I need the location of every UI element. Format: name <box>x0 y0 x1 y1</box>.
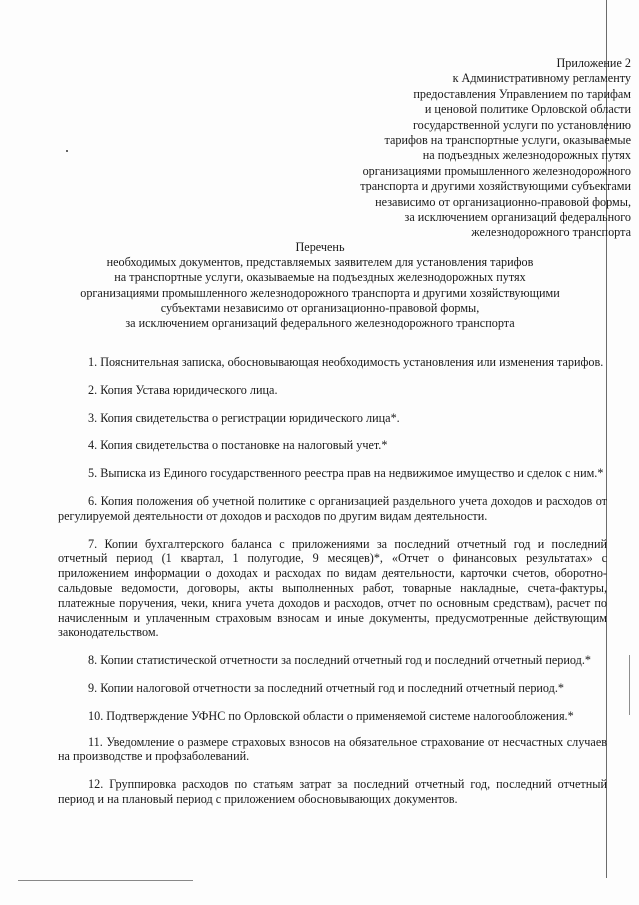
appendix-line: Приложение 2 <box>556 56 631 70</box>
title-line: на транспортные услуги, оказываемые на подъездных железнодорожных путях <box>114 270 526 285</box>
appendix-line: организациями промышленного железнодорожного <box>362 163 631 178</box>
footnote-separator <box>18 880 193 881</box>
appendix-line: и ценовой политике Орловской области <box>424 102 631 117</box>
appendix-line: транспорта и другими хозяйствующими субъектами <box>360 179 631 194</box>
appendix-line: на подъездных железнодорожных путях <box>422 148 631 163</box>
list-item: 7. Копии бухгалтерского баланса с приложениями за последний отчетный год и последний отчетный период (1 квартал, 1 полугодие, 9 месяцев)*, «Отчет о финансовых результатах» с приложением информации о доходах и расходах по видам деятельности, карточки счетов, оборотно-сальдовые ведомости, договоры, акты выполненных работ, товарные накладные, счета-фактуры, платежные поручения, чеки, книга учета доходов и расходов, отчет по основным средствам), расчет по начисленным и уплаченным страховым взносам и иные документы, предусмотренные действующим законодательством. <box>58 536 607 640</box>
list-item: 9. Копии налоговой отчетности за последний отчетный год и последний отчетный период.* <box>88 680 565 695</box>
list-item: 1. Пояснительная записка, обосновывающая необходимость установления или изменения тарифов. <box>88 355 604 369</box>
list-item: 8. Копии статистической отчетности за последний отчетный год и последний отчетный период.* <box>88 653 591 668</box>
list-item: 2. Копия Устава юридического лица. <box>88 382 278 397</box>
list-item: 12. Группировка расходов по статьям затрат за последний отчетный год, последний отчетный период и на плановый период с приложением обосновывающих документов. <box>58 777 607 806</box>
title-line: за исключением организаций федерального железнодорожного транспорта <box>125 316 515 331</box>
title-line: необходимых документов, представляемых заявителем для установления тарифов <box>106 255 534 270</box>
appendix-line: государственной услуги по установлению <box>412 117 631 132</box>
title-line: субъектами независимо от организационно-правовой формы, <box>160 300 480 315</box>
title-line: организациями промышленного железнодорожного транспорта и другими хозяйствующими <box>80 285 560 300</box>
title-heading: Перечень <box>295 240 345 254</box>
document-title <box>40 240 600 331</box>
appendix-line: к Административному регламенту <box>452 71 631 86</box>
list-item: 4. Копия свидетельства о постановке на налоговый учет.* <box>88 438 388 453</box>
list-item: 10. Подтверждение УФНС по Орловской области о применяемой системе налогообложения.* <box>88 708 574 723</box>
documents-list <box>58 355 607 820</box>
list-item: 3. Копия свидетельства о регистрации юридического лица*. <box>88 410 400 425</box>
appendix-line: независимо от организационно-правовой формы, <box>375 194 631 209</box>
scan-edge-mark <box>629 655 630 715</box>
appendix-line: тарифов на транспортные услуги, оказываемые <box>384 133 631 148</box>
scan-speck <box>66 150 68 152</box>
list-item: 6. Копия положения об учетной политике с организацией раздельного учета доходов и расходов от регулируемой деятельности от доходов и расходов по другим видам деятельности. <box>58 493 607 523</box>
appendix-header <box>211 56 631 241</box>
list-item: 5. Выписка из Единого государственного реестра прав на недвижимое имущество и сделок с ним.* <box>88 466 604 481</box>
appendix-line: предоставления Управлением по тарифам <box>413 86 631 101</box>
list-item: 11. Уведомление о размере страховых взносов на обязательное страхование от несчастных случаев на производстве и профзаболеваний. <box>58 734 607 764</box>
appendix-line: за исключением организаций федерального <box>404 210 631 225</box>
appendix-line: железнодорожного транспорта <box>471 225 631 240</box>
